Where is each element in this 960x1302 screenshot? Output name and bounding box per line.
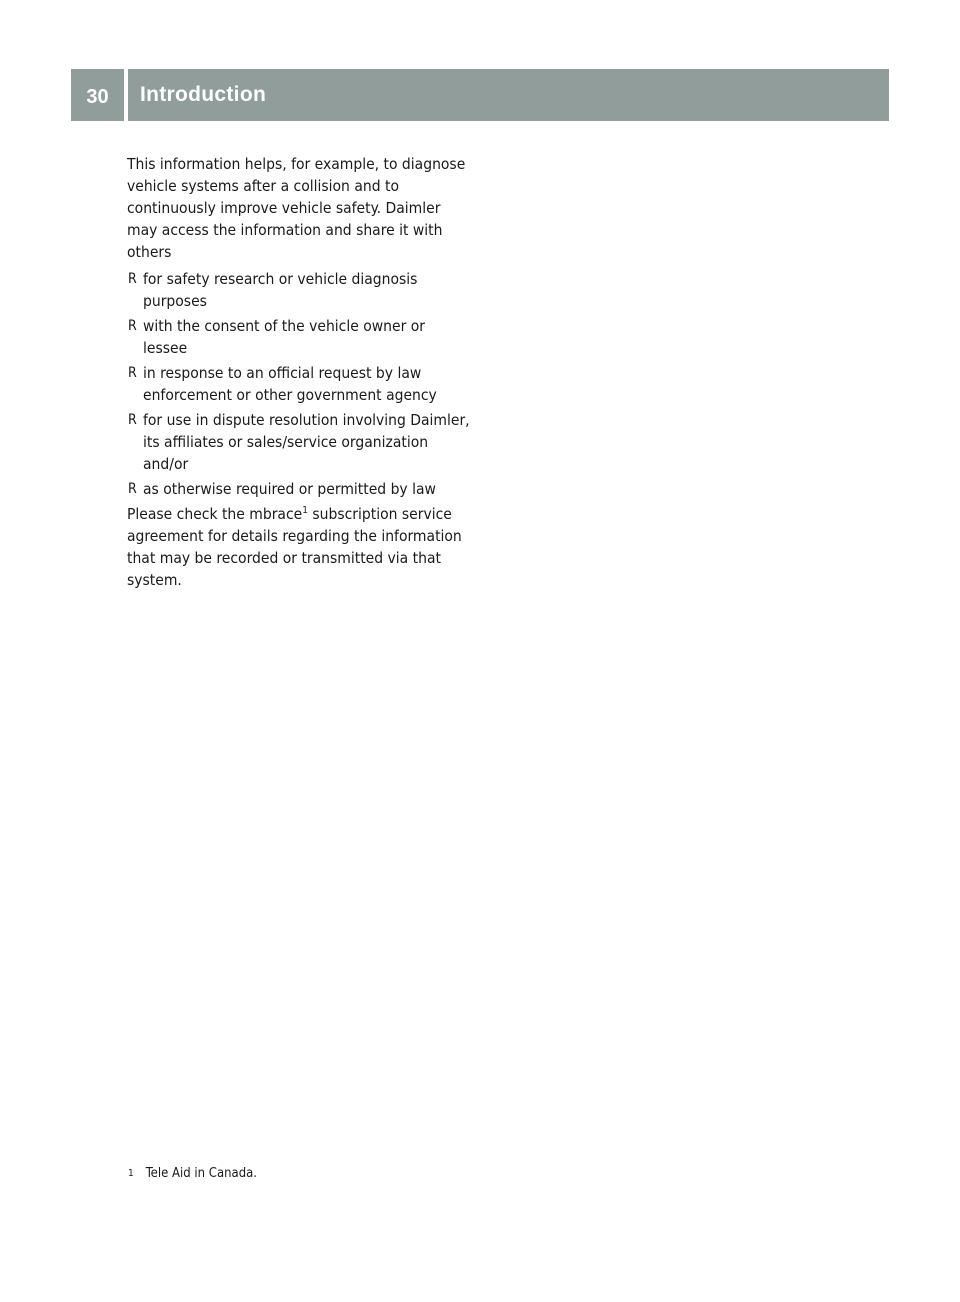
footnote-text: Tele Aid in Canada. (145, 1166, 258, 1181)
closing-text-before: Please check the mbrace (127, 505, 303, 523)
bullet-icon: R (128, 481, 137, 497)
header-divider (124, 69, 128, 121)
footnote-marker: 1 (128, 1168, 134, 1179)
section-title: Introduction (140, 83, 267, 106)
list-item (127, 478, 472, 500)
list-item-text: as otherwise required or permitted by law (143, 480, 436, 498)
intro-paragraph: This information helps, for example, to diagnose vehicle systems after a collision and to continuously improve vehicle safety. Daimler may access the information and share it with others (127, 155, 466, 261)
page-header (71, 69, 889, 121)
page-number: 30 (86, 86, 109, 108)
footnote-reference: 1 (302, 504, 308, 516)
list-item (127, 409, 472, 475)
list-item-text: for use in dispute resolution involving Daimler, its affiliates or sales/service organization and/or (143, 411, 470, 473)
bullet-icon: R (128, 271, 137, 287)
bullet-icon: R (128, 318, 137, 334)
main-content (127, 153, 472, 591)
list-item (127, 268, 472, 312)
footnote (128, 1165, 257, 1183)
list-item-text: for safety research or vehicle diagnosis purposes (143, 270, 418, 310)
list-item-text: with the consent of the vehicle owner or lessee (143, 317, 425, 357)
closing-paragraph (127, 503, 472, 591)
closing-text-after: subscription service agreement for details regarding the information that may be recorded or transmitted via that system. (127, 505, 462, 589)
list-item (127, 362, 472, 406)
list-item (127, 315, 472, 359)
bullet-icon: R (128, 412, 137, 428)
list-item-text: in response to an official request by law enforcement or other government agency (143, 364, 437, 404)
bullet-icon: R (128, 365, 137, 381)
bullet-list (127, 268, 472, 500)
